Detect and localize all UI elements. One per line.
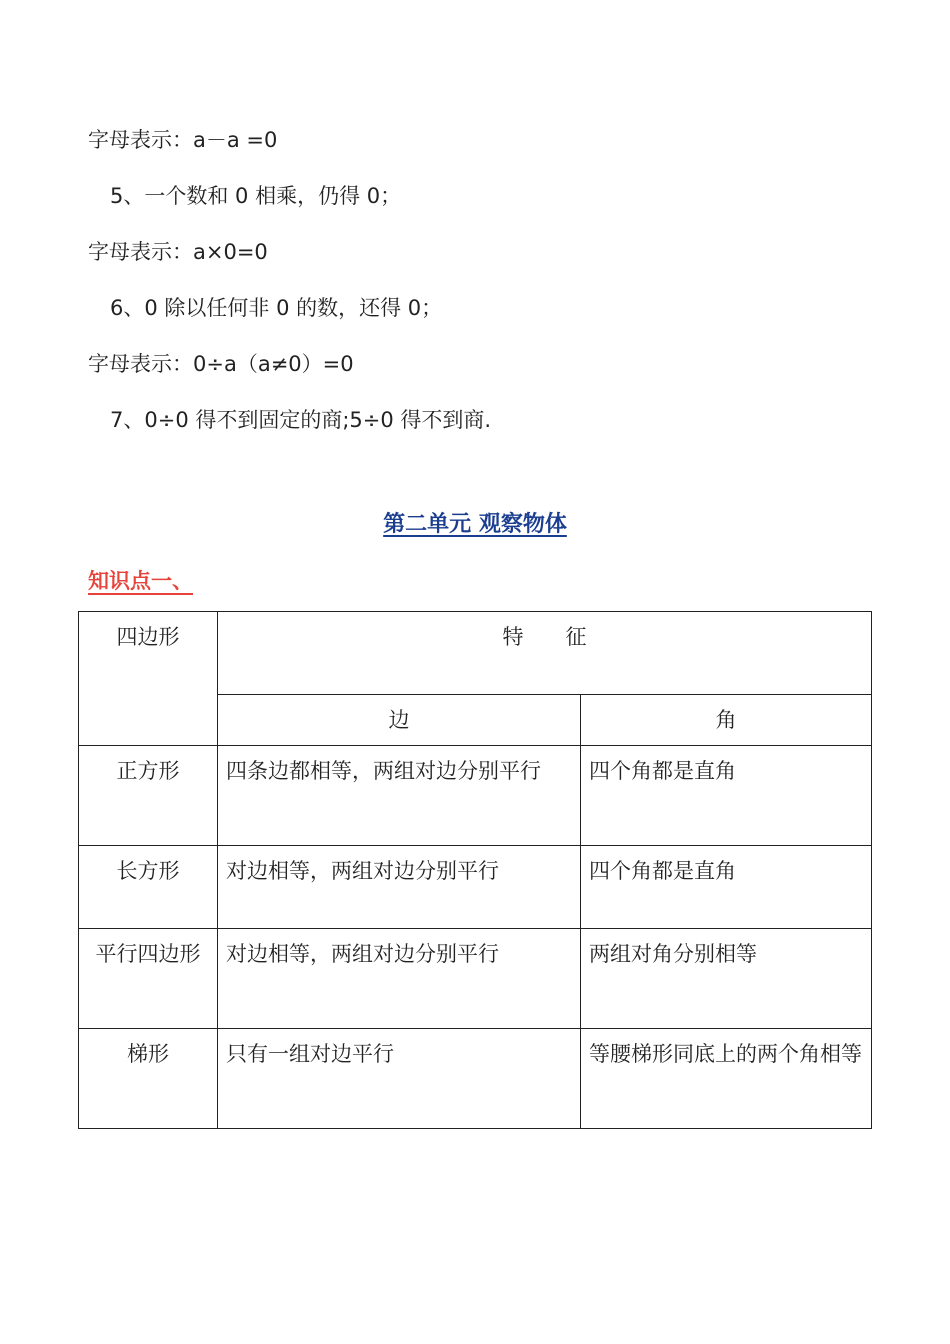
rule-line-6: 6、0 除以任何非 0 的数，还得 0；	[110, 296, 443, 320]
side-cell: 对边相等，两组对边分别平行	[218, 929, 581, 1029]
shape-cell: 长方形	[79, 846, 218, 929]
rule-line-7: 7、0÷0 得不到固定的商;5÷0 得不到商.	[110, 408, 492, 432]
side-cell: 四条边都相等，两组对边分别平行	[218, 746, 581, 846]
section-heading: 知识点一、	[88, 569, 193, 593]
unit-title	[0, 510, 950, 540]
angle-cell: 四个角都是直角	[581, 846, 872, 929]
table-row	[79, 1029, 872, 1129]
table-row	[79, 929, 872, 1029]
angle-cell: 两组对角分别相等	[581, 929, 872, 1029]
side-cell: 只有一组对边平行	[218, 1029, 581, 1129]
formula-line-subtraction: 字母表示：a－a =0	[88, 128, 278, 152]
shape-cell: 梯形	[79, 1029, 218, 1129]
table-row	[79, 746, 872, 846]
unit-title-text: 第二单元 观察物体	[383, 512, 567, 537]
shape-cell: 正方形	[79, 746, 218, 846]
angle-cell: 等腰梯形同底上的两个角相等	[581, 1029, 872, 1129]
header-side-cell: 边	[218, 695, 581, 746]
header-shape-cell: 四边形	[79, 612, 218, 746]
angle-cell: 四个角都是直角	[581, 746, 872, 846]
shape-cell: 平行四边形	[79, 929, 218, 1029]
rule-line-5: 5、一个数和 0 相乘，仍得 0；	[110, 184, 402, 208]
formula-line-division: 字母表示：0÷a（a≠0）=0	[88, 352, 354, 376]
quadrilateral-features-table	[78, 611, 872, 1129]
header-features-cell: 特 征	[218, 612, 872, 695]
header-angle-cell: 角	[581, 695, 872, 746]
formula-line-multiplication: 字母表示：a×0=0	[88, 240, 268, 264]
side-cell: 对边相等，两组对边分别平行	[218, 846, 581, 929]
table-header-row	[79, 612, 872, 695]
table-row	[79, 846, 872, 929]
